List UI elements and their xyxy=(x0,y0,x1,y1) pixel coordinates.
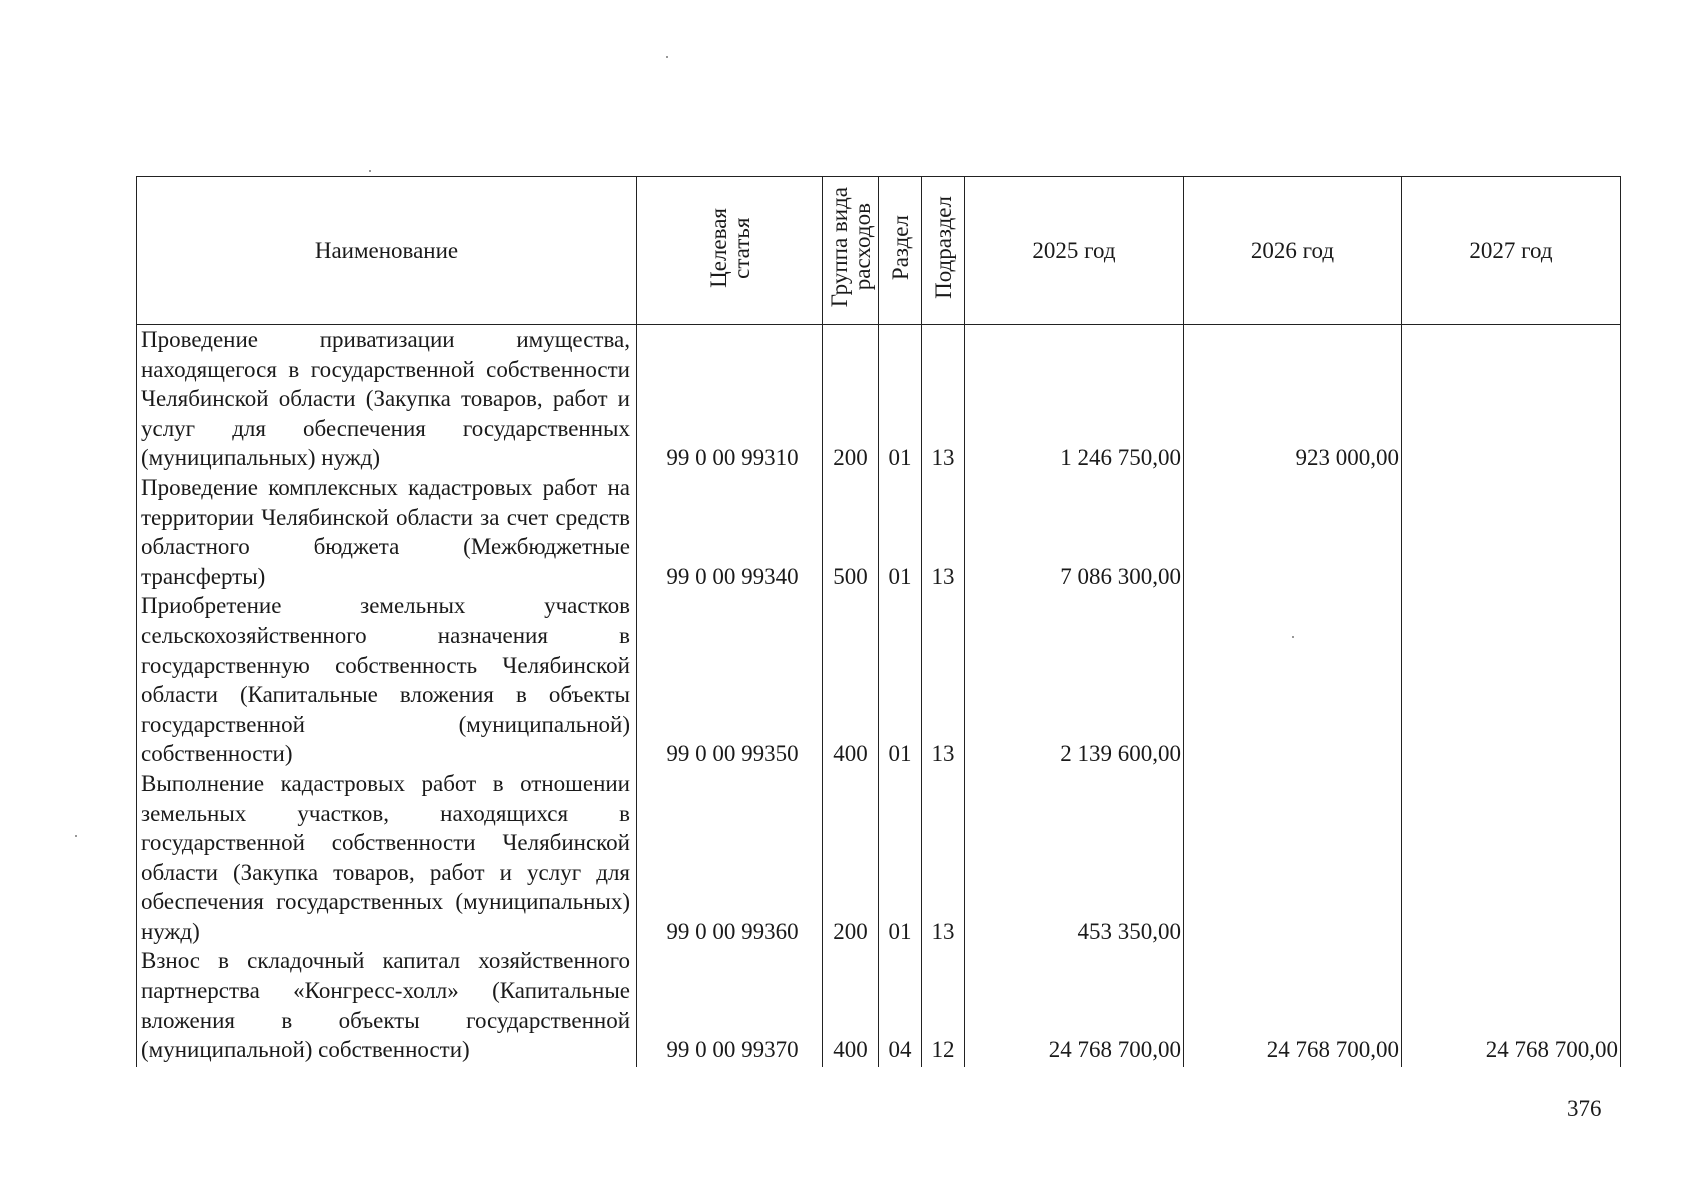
row-year-2027 xyxy=(1402,769,1621,947)
row-year-2026: 24 768 700,00 xyxy=(1184,946,1402,1066)
row-year-2026: 923 000,00 xyxy=(1184,325,1402,473)
header-target-item: Целевая статья xyxy=(637,177,823,325)
row-section: 01 xyxy=(879,591,922,769)
row-expense-group: 200 xyxy=(823,325,879,473)
row-target-item: 99 0 00 99370 xyxy=(637,946,823,1066)
row-year-2026 xyxy=(1184,769,1402,947)
row-expense-group: 400 xyxy=(823,591,879,769)
row-subsection: 13 xyxy=(922,769,965,947)
row-year-2025: 453 350,00 xyxy=(965,769,1184,947)
scan-speck xyxy=(75,835,77,837)
row-name: Выполнение кадастровых работ в отношении земельных участков, находящихся в государственной собственности Челябинской области (Закупка товаров, работ и услуг для обеспечения государственных (муниципальных) нужд) xyxy=(137,769,637,947)
scan-speck xyxy=(1292,636,1294,638)
row-year-2026 xyxy=(1184,473,1402,591)
scan-speck xyxy=(369,170,371,172)
header-subsection: Подраздел xyxy=(922,177,965,325)
row-section: 01 xyxy=(879,769,922,947)
row-year-2025: 2 139 600,00 xyxy=(965,591,1184,769)
row-expense-group: 400 xyxy=(823,946,879,1066)
row-name: Приобретение земельных участков сельскохозяйственного назначения в государственную собственность Челябинской области (Капитальные вложения в объекты государственной (муниципальной) собственности) xyxy=(137,591,637,769)
table-row xyxy=(137,591,1621,769)
header-section: Раздел xyxy=(879,177,922,325)
table-row xyxy=(137,473,1621,591)
row-year-2025: 24 768 700,00 xyxy=(965,946,1184,1066)
row-target-item: 99 0 00 99340 xyxy=(637,473,823,591)
table-row xyxy=(137,769,1621,947)
table-row xyxy=(137,946,1621,1066)
row-subsection: 13 xyxy=(922,473,965,591)
budget-table xyxy=(136,176,1621,1067)
row-name: Взнос в складочный капитал хозяйственного партнерства «Конгресс-холл» (Капитальные вложения в объекты государственной (муниципальной) собственности) xyxy=(137,946,637,1066)
row-year-2027 xyxy=(1402,473,1621,591)
row-target-item: 99 0 00 99360 xyxy=(637,769,823,947)
row-year-2025: 7 086 300,00 xyxy=(965,473,1184,591)
header-name: Наименование xyxy=(137,177,637,325)
row-section: 04 xyxy=(879,946,922,1066)
page-number: 376 xyxy=(1567,1096,1602,1121)
scan-speck xyxy=(666,56,668,58)
header-year-2025: 2025 год xyxy=(965,177,1184,325)
row-year-2027 xyxy=(1402,325,1621,473)
row-section: 01 xyxy=(879,325,922,473)
row-expense-group: 200 xyxy=(823,769,879,947)
header-expense-group: Группа вида расходов xyxy=(823,177,879,325)
header-year-2027: 2027 год xyxy=(1402,177,1621,325)
row-subsection: 13 xyxy=(922,591,965,769)
row-year-2027: 24 768 700,00 xyxy=(1402,946,1621,1066)
row-name: Проведение приватизации имущества, находящегося в государственной собственности Челябинской области (Закупка товаров, работ и услуг для обеспечения государственных (муниципальных) нужд) xyxy=(137,325,637,473)
row-subsection: 13 xyxy=(922,325,965,473)
row-name: Проведение комплексных кадастровых работ на территории Челябинской области за счет средств областного бюджета (Межбюджетные трансферты) xyxy=(137,473,637,591)
table-row xyxy=(137,325,1621,473)
header-year-2026: 2026 год xyxy=(1184,177,1402,325)
row-section: 01 xyxy=(879,473,922,591)
table-header xyxy=(137,177,1621,325)
row-target-item: 99 0 00 99350 xyxy=(637,591,823,769)
row-expense-group: 500 xyxy=(823,473,879,591)
row-subsection: 12 xyxy=(922,946,965,1066)
row-year-2026 xyxy=(1184,591,1402,769)
row-year-2025: 1 246 750,00 xyxy=(965,325,1184,473)
table-body xyxy=(137,325,1621,1067)
row-year-2027 xyxy=(1402,591,1621,769)
row-target-item: 99 0 00 99310 xyxy=(637,325,823,473)
